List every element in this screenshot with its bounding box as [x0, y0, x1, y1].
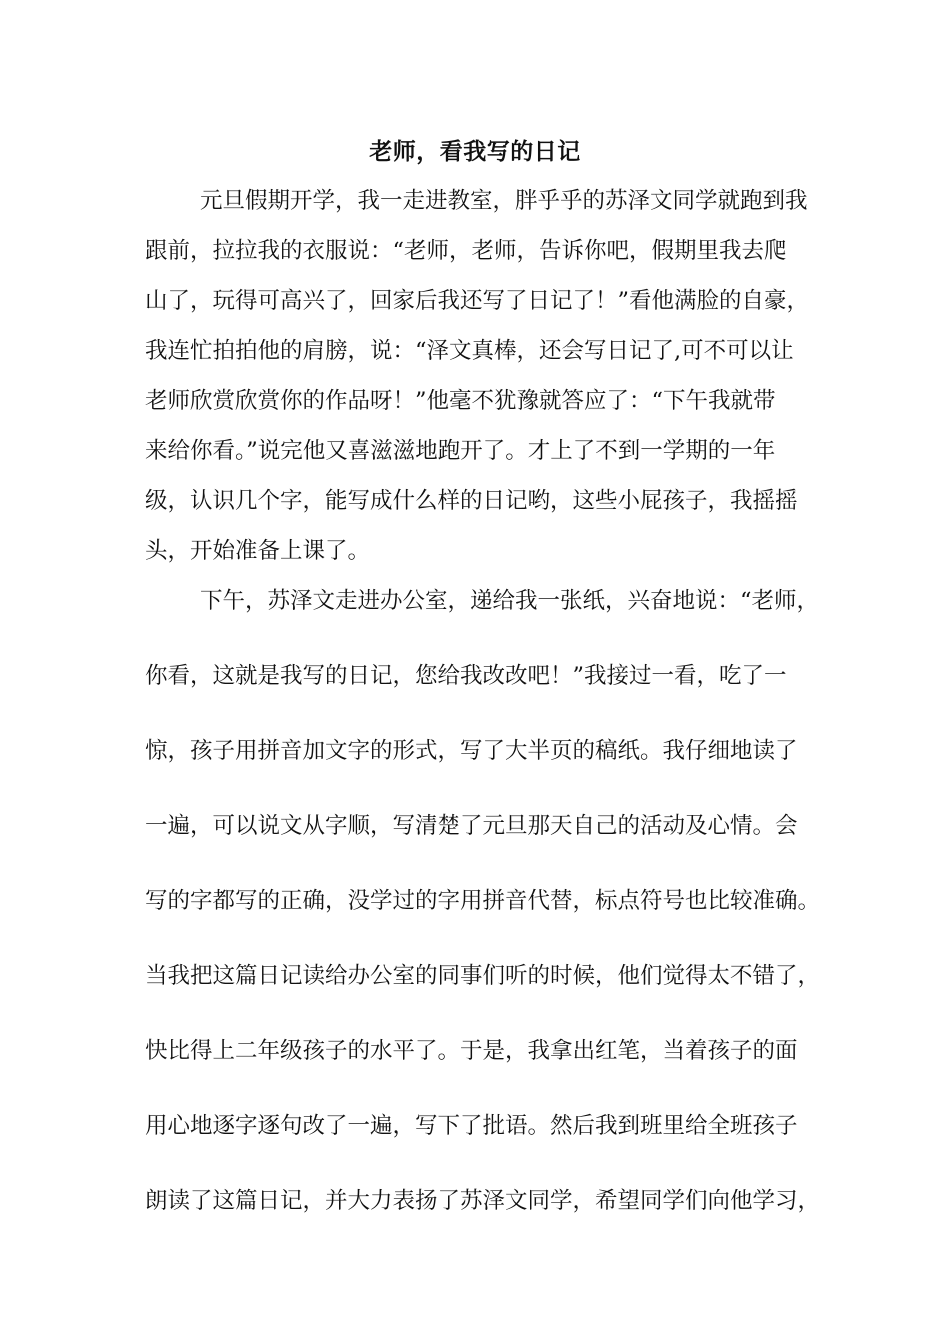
paragraph-1-line: 山了，玩得可高兴了，回家后我还写了日记了！”看他满脸的自豪，	[145, 288, 810, 314]
paragraph-2-line: 你看，这就是我写的日记，您给我改改吧！”我接过一看，吃了一	[145, 663, 787, 689]
paragraph-1-line: 老师欣赏欣赏你的作品呀！”他毫不犹豫就答应了：“下午我就带	[145, 388, 776, 414]
paragraph-2-line: 用心地逐字逐句改了一遍，写下了批语。然后我到班里给全班孩子	[145, 1113, 798, 1139]
paragraph-2-line: 惊，孩子用拼音加文字的形式，写了大半页的稿纸。我仔细地读了	[145, 738, 798, 764]
paragraph-1-line: 元旦假期开学，我一走进教室，胖乎乎的苏泽文同学就跑到我	[200, 188, 808, 214]
paragraph-2-line: 一遍，可以说文从字顺，写清楚了元旦那天自己的活动及心情。会	[145, 813, 798, 839]
paragraph-1-line: 跟前，拉拉我的衣服说：“老师，老师，告诉你吧，假期里我去爬	[145, 238, 787, 264]
paragraph-1-line: 头，开始准备上课了。	[145, 538, 371, 564]
paragraph-2-line: 当我把这篇日记读给办公室的同事们听的时候，他们觉得太不错了，	[145, 963, 821, 989]
paragraph-2-line: 下午，苏泽文走进办公室，递给我一张纸，兴奋地说：“老师，	[200, 588, 820, 614]
paragraph-2-line: 写的字都写的正确，没学过的字用拼音代替，标点符号也比较准确。	[145, 888, 821, 914]
paragraph-1-line: 级，认识几个字，能写成什么样的日记哟，这些小屁孩子，我摇摇	[145, 488, 798, 514]
paragraph-1-line: 来给你看。”说完他又喜滋滋地跑开了。才上了不到一学期的一年	[145, 438, 776, 464]
document-title: 老师，看我写的日记	[369, 138, 581, 165]
paragraph-2-line: 朗读了这篇日记，并大力表扬了苏泽文同学，希望同学们向他学习，	[145, 1188, 821, 1214]
paragraph-2-line: 快比得上二年级孩子的水平了。于是，我拿出红笔，当着孩子的面	[145, 1038, 798, 1064]
paragraph-1-line: 我连忙拍拍他的肩膀，说：“泽文真棒，还会写日记了,可不可以让	[145, 338, 794, 364]
